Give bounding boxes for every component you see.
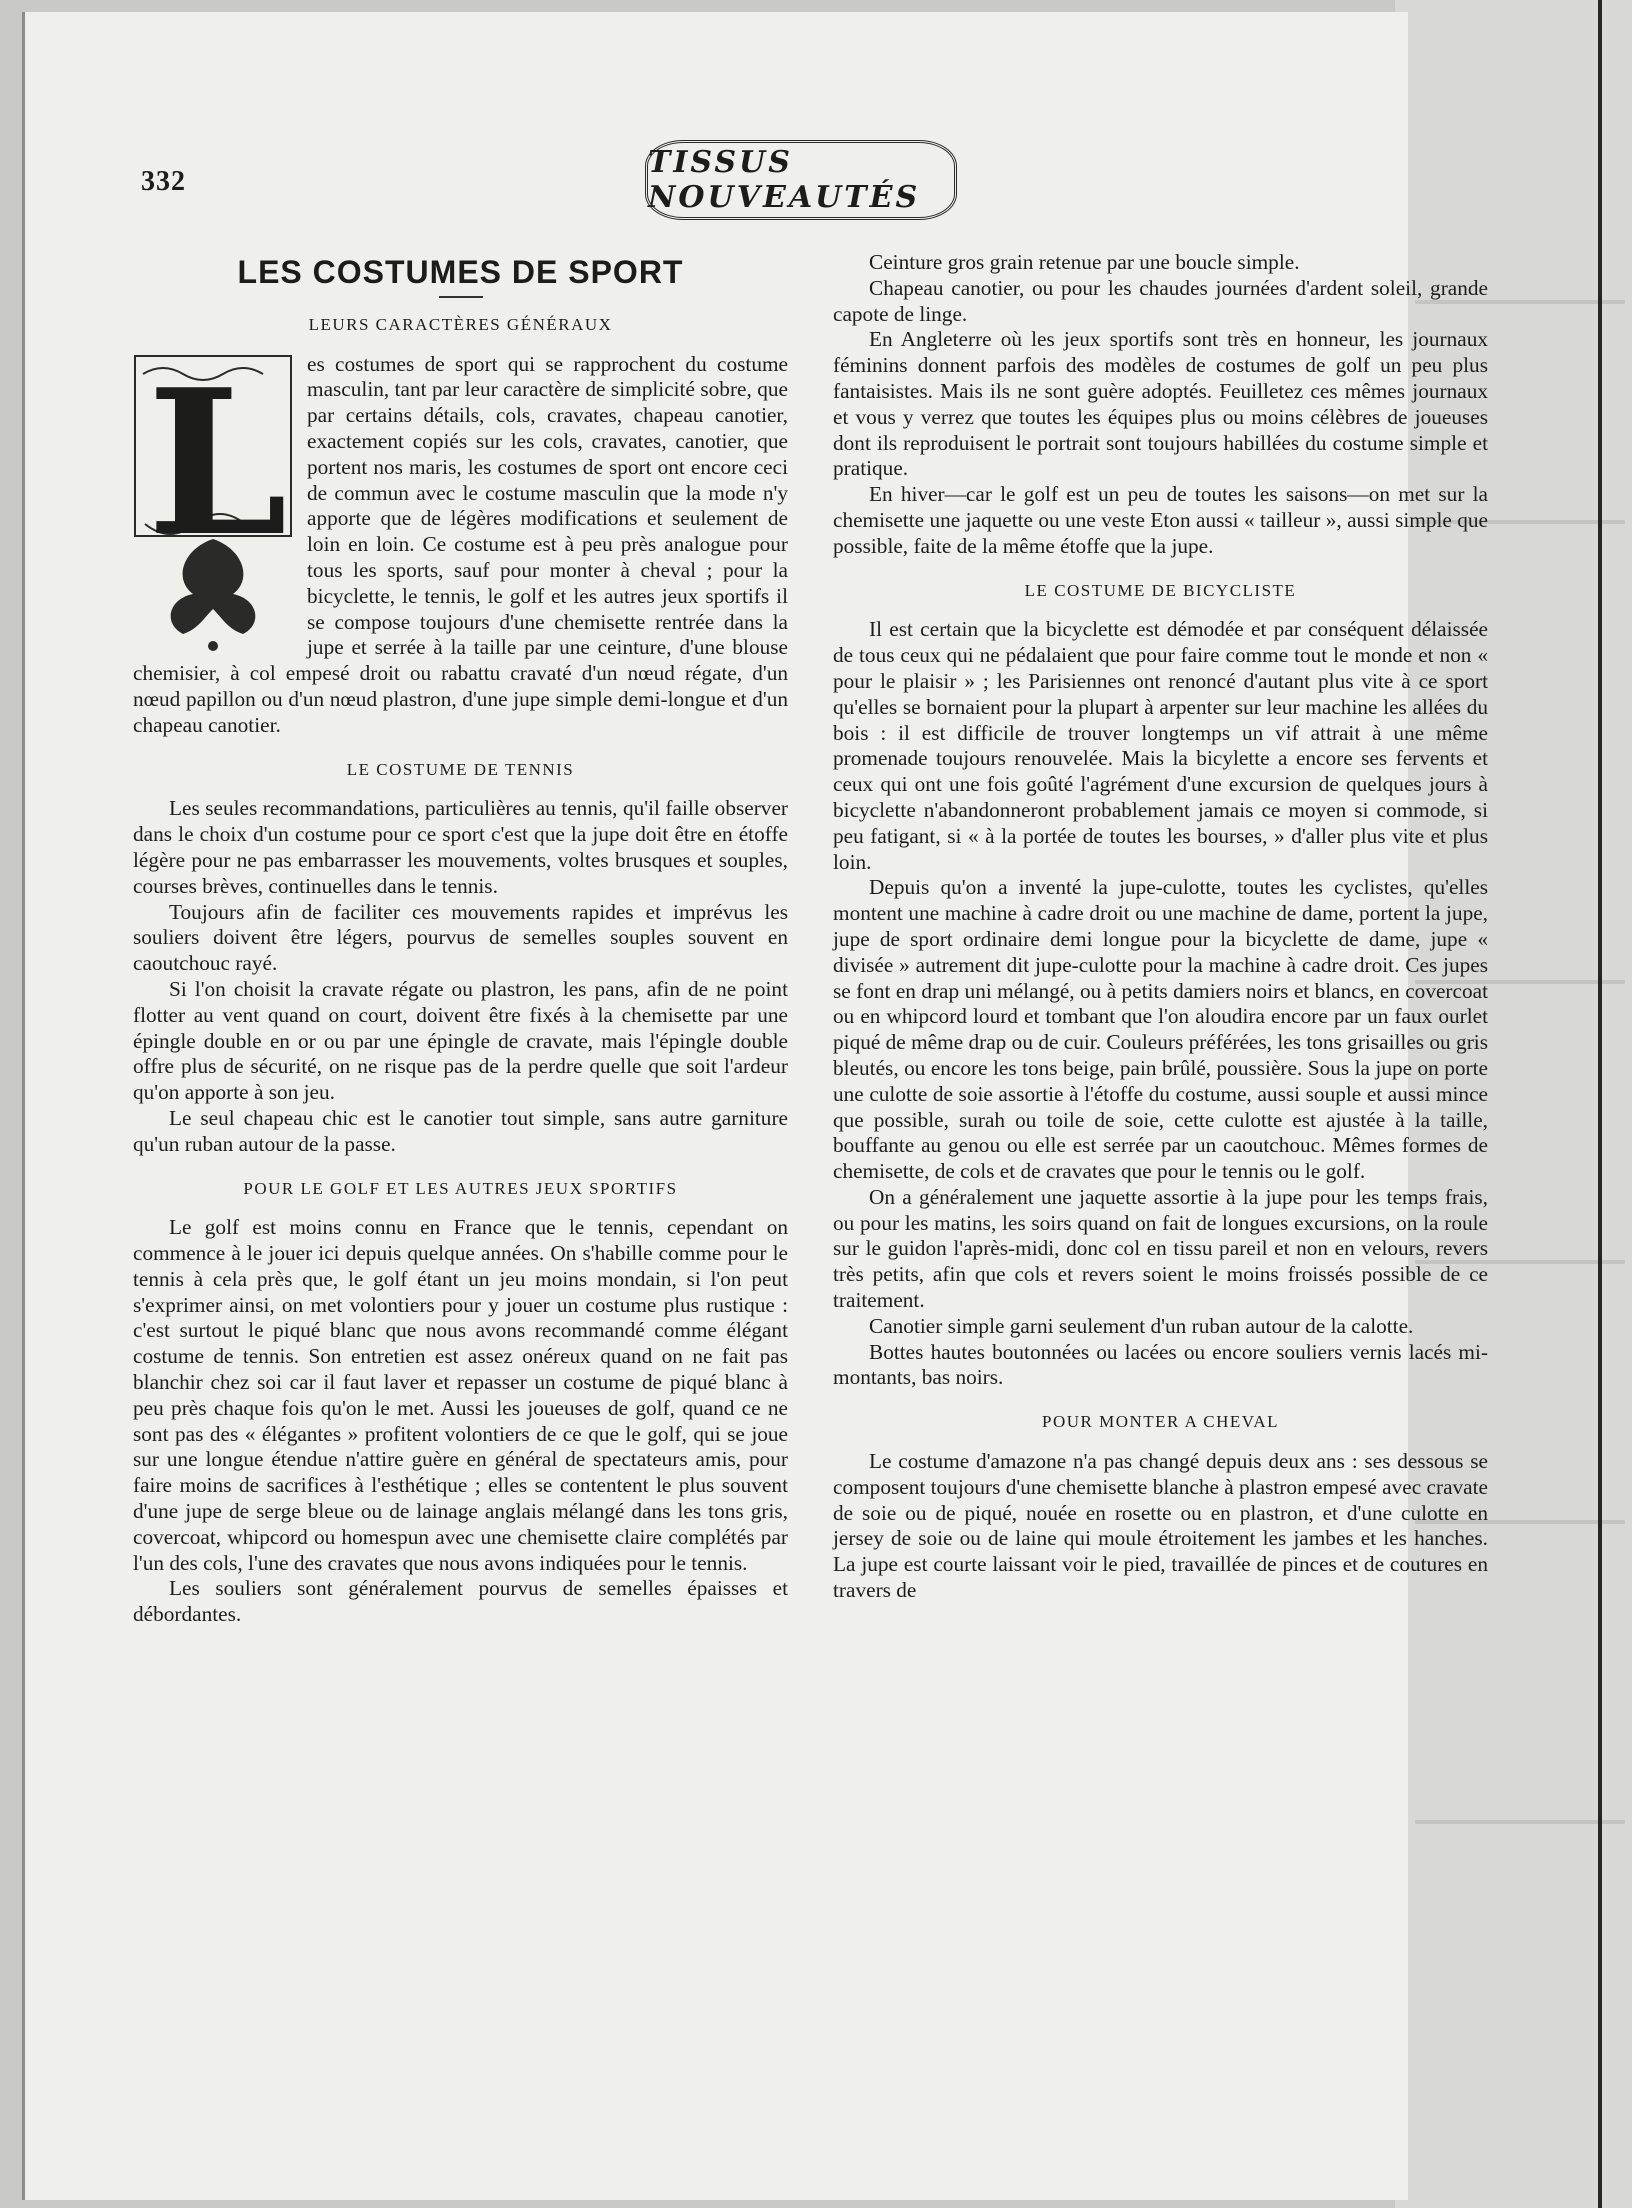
magazine-page [22,12,1488,2200]
paragraph: On a généralement une jaquette assortie à la jupe pour les temps frais, ou pour les matins, les soirs quand on fait de longues excursions, on la roule sur le guidon l'après-midi, donc col en tissu pareil et non en velours, revers très petits, afin que cols et revers soient le moins froissés possible de ce traitement. [833,1184,1488,1313]
right-column [833,250,1488,1604]
article-title: LES COSTUMES DE SPORT [237,254,684,290]
ornate-dropcap [133,345,293,654]
paragraph [133,345,788,739]
section-heading-bicycliste: LE COSTUME DE BICYCLISTE [1024,580,1297,600]
title-rule [439,296,483,298]
paragraph: En hiver—car le golf est un peu de toutes les saisons—on met sur la chemisette une jaquette ou une veste Eton aussi « tailleur », aussi simple que possible, faite de la même étoffe que la jupe. [833,482,1488,558]
paragraph: Ceinture gros grain retenue par une boucle simple. [869,250,1300,274]
paragraph: Canotier simple garni seulement d'un ruban autour de la calotte. [869,1313,1414,1338]
paragraph: Les souliers sont généralement pourvus de semelles épaisses et débordantes. [133,1576,788,1627]
paragraph: Le seul chapeau chic est le canotier tout simple, sans autre garniture qu'un ruban autour de la passe. [133,1105,788,1156]
paragraph: Chapeau canotier, ou pour les chaudes journées d'ardent soleil, grande capote de linge. [833,275,1488,326]
left-column [133,252,788,1628]
section-heading-cheval: POUR MONTER A CHEVAL [1041,1412,1280,1432]
paragraph: Les seules recommandations, particulières au tennis, qu'il faille observer dans le choix d'un costume pour ce sport c'est que la jupe doit être en étoffe légère pour ne pas embarrasser les mouvements, voltes brusques et souples, courses brèves, continuelles dans le tennis. [133,796,788,898]
page-number: 332 [141,166,186,197]
paragraph: Toujours afin de faciliter ces mouvements rapides et imprévus les souliers doivent être légers, pourvus de semelles souples souvent en caoutchouc rayé. [133,899,788,976]
masthead-text: TISSUS NOUVEAUTÉS [648,145,921,215]
paragraph: Depuis qu'on a inventé la jupe-culotte, toutes les cyclistes, qu'elles montent une machine à cadre droit ou une machine de dame, portent la jupe, jupe de sport ordinaire demi longue pour la bicyclette de dame, jupe « divisée » autrement dit jupe-culotte pour la machine à cadre droit. Ces jupes se font en drap uni mélangé, ou à petits damiers noirs et blancs, en covercoat ou en whipcord lourd et tombant que l'on aloudira encore par un faux ourlet piqué de même drap ou de cuir. Couleurs préférées, les tons grisailles ou gris bleutés, ou encore les tons beige, pain brûlé, poussière. Sous la jupe on porte une culotte de soie assortie à l'étoffe du costume, aussi souple et aussi mince que possible, surah ou toile de soie, cette culotte est ajustée à la taille, bouffante au genou ou elle est serrée par un caoutchouc. Mêmes formes de chemisette, de cols et de cravates que pour le tennis ou le golf. [833,875,1488,1184]
paragraph: Il est certain que la bicyclette est démodée et par conséquent délaissée de tous ceux qui ne pédalaient que pour faire comme tout le monde et non « pour le plaisir » ; les Parisiennes ont renoncé d'autant plus vite à ce sport qu'elles se bornaient pour la plupart à arpenter sur leur machine les allées du bois : il est difficile de trouver longtemps un vif attrait à une même promenade toujours renouvelée. Mais la bicylette a encore ses fervents et ceux qui ont une fois goûté l'agrément d'une excursion de quelques jours à bicyclette n'abandonneront probablement jamais ce moyen si commode, si peu fatigant, si « à la portée de toutes les bourses, » d'aller plus vite et plus loin. [833,617,1488,874]
paragraph: Bottes hautes boutonnées ou lacées ou encore souliers vernis lacés mi-montants, bas noirs. [833,1339,1488,1390]
paragraph-text: es costumes de sport qui se rapprochent du costume masculin, tant par leur caractère de simplicité sobre, que par certains détails, cols, cravates, chapeau canotier, exactement copiés sur les cols, cravates, canotier, que portent nos maris, les costumes de sport ont encore ceci de commun avec le costume masculin que la mode n'y apporte que de légères modifications et seulement de loin en loin. Ce costume est à peu près analogue pour tous les sports, sauf pour monter à cheval ; pour la bicyclette, le tennis, le golf et les autres jeux sportifs il se compose toujours d'une chemisette rentrée dans la jupe et serrée à la taille par une ceinture, d'une blouse chemisier, à col empesé droit ou rabattu cravaté d'un nœud régate, d'un nœud papillon ou d'un nœud plastron, d'une jupe simple demi-longue et d'un chapeau canotier. [133,351,788,737]
section-heading-golf: POUR LE GOLF ET LES AUTRES JEUX SPORTIFS [243,1178,678,1198]
paragraph: Si l'on choisit la cravate régate ou plastron, les pans, afin de ne point flotter au vent quand on court, doivent être fixés à la chemisette par une épingle double en or ou par une épingle de cravate, mais l'épingle double offre plus de sécurité, on ne risque pas de la perdre quelle que soit l'ardeur qu'on apporte à son jeu. [133,976,788,1105]
masthead-logo [645,140,957,220]
binding-edge [1598,0,1602,2208]
paragraph: Le golf est moins connu en France que le tennis, cependant on commence à le jouer ici depuis quelque années. On s'habille comme pour le tennis à cela près que, le golf étant un jeu moins mondain, si l'on peut s'exprimer ainsi, on met volontiers pour y jouer un costume plus rustique : c'est surtout le piqué blanc que nous avons recommandé comme élégant costume de tennis. Son entretien est assez onéreux quand on ne fait pas blanchir chez soi car il faut laver et repasser un costume de piqué blanc à peu près chaque fois qu'on le met. Aussi les joueuses de golf, quand ce ne sont pas des « élégantes » profitent volontiers de ce que le golf, qui se joue sur une longue étendue n'attire guère en général de spectateurs amis, pour faire moins de sacrifices à l'esthétique ; elles se contentent le plus souvent d'une jupe de serge bleue ou de lainage anglais mélangé dans les tons gris, covercoat, whipcord ou homespun avec une chemisette claire complétés par l'un des cols, l'une des cravates que nous avons indiquées pour le tennis. [133,1215,788,1575]
section-heading-caracteres: LEURS CARACTÈRES GÉNÉRAUX [308,314,613,334]
dropcap-letter: L [147,345,288,581]
section-heading-tennis: LE COSTUME DE TENNIS [346,759,575,779]
paragraph: En Angleterre où les jeux sportifs sont très en honneur, les journaux féminins donnent parfois des modèles de costumes de golf un peu plus fantaisistes. Mais ils ne sont guère adoptés. Feuilletez ces mêmes journaux et vous y verrez que toutes les équipes plus ou moins célèbres de joueuses dont ils reproduisent le portrait sont toujours habillées du costume simple et pratique. [833,327,1488,481]
paragraph: Le costume d'amazone n'a pas changé depuis deux ans : ses dessous se composent toujours d'une chemisette blanche à plastron empesé avec cravate de soie ou de piqué, nouée en rosette ou en plastron, et d'une culotte en jersey de soie ou de laine qui moule étroitement les jambes et les hanches. La jupe est courte laissant voir le pied, travaillée de pinces et de coutures en travers de [833,1449,1488,1603]
